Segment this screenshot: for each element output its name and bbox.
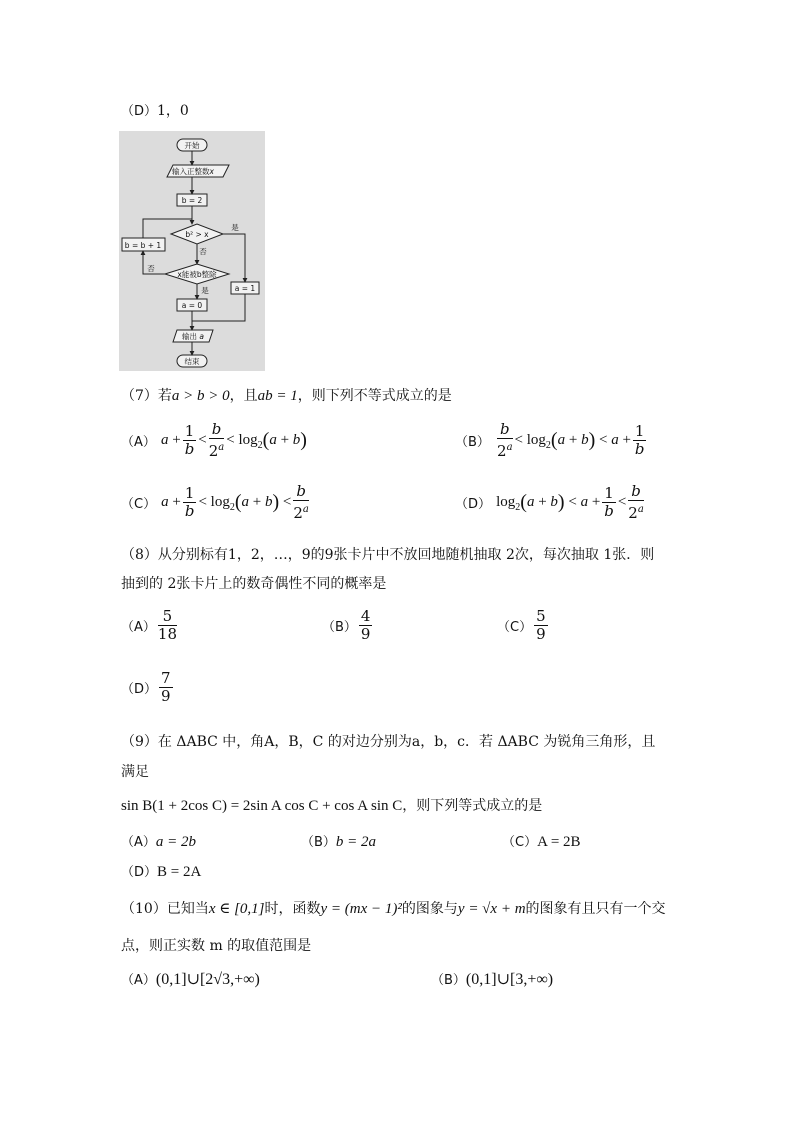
option-label: （A） bbox=[121, 435, 156, 450]
q7-option-a: （A） a + $\frac{1}{b}$ < $\frac{b}{2^a}$ < $\log_2(a + b)$ bbox=[121, 420, 307, 460]
q10-domain: x ∈ [0,1] bbox=[208, 901, 265, 917]
q10-mid1: 时，函数 bbox=[264, 901, 321, 917]
option-label: （B） bbox=[455, 435, 490, 450]
q8-option-c bbox=[497, 608, 550, 643]
flow-input-text: 输入正整数x bbox=[172, 167, 214, 176]
flow-a1-text: a = 1 bbox=[234, 284, 256, 293]
option-text: B = 2A bbox=[157, 864, 202, 880]
q9-line2: 满足 bbox=[121, 764, 149, 780]
q10-option-a bbox=[121, 969, 260, 989]
q8-line1: （8）从分别标有1，2，…，9的9张卡片中不放回地随机抽取 2次，每次抽取 1张．则 bbox=[121, 547, 655, 563]
option-text: 1，0 bbox=[157, 103, 189, 119]
q10-line2: 点，则正实数 m 的取值范围是 bbox=[121, 938, 312, 954]
flow-init-text: b = 2 bbox=[181, 196, 203, 205]
option-text: a = 2b bbox=[155, 834, 197, 850]
q7-stem bbox=[121, 385, 452, 405]
option-text: A = 2B bbox=[537, 834, 581, 850]
denominator: 9 bbox=[161, 687, 171, 705]
q8-line2: 抽到的 2张卡片上的数奇偶性不同的概率是 bbox=[121, 576, 387, 592]
q10-mid2: 的图象与 bbox=[401, 901, 458, 917]
option-label: （C） bbox=[497, 620, 533, 635]
option-label: （C） bbox=[502, 835, 538, 850]
q7-cond2: ab = 1 bbox=[257, 388, 298, 404]
flow-inc-text: b = b + 1 bbox=[124, 241, 162, 250]
q7-option-b: （B） $\frac{b}{2^a}$ < $\log_2(a + b) < a$ + $\frac{1}{b}$ bbox=[455, 420, 645, 460]
q10-line1 bbox=[121, 898, 666, 918]
option-label: （D） bbox=[121, 865, 158, 880]
flow-output-text: 输出 a bbox=[182, 332, 204, 341]
numerator: 5 bbox=[158, 608, 177, 626]
q9-option-b bbox=[301, 831, 376, 851]
q7-stem-pre: 若 bbox=[157, 388, 172, 404]
prev-option-d bbox=[121, 102, 189, 121]
flow-no-label-1: 否 bbox=[199, 247, 207, 256]
flow-end-text: 结束 bbox=[184, 357, 200, 366]
option-label: （A） bbox=[121, 620, 156, 635]
option-label: （A） bbox=[121, 973, 156, 988]
q9-line1: （9）在 ΔABC 中，角A，B，C 的对边分别为a，b，c．若 ΔABC 为锐角三角形，且 bbox=[121, 734, 656, 750]
q9-option-d bbox=[121, 861, 201, 881]
denominator: 9 bbox=[360, 625, 371, 643]
option-text: (0,1]∪[3,+∞) bbox=[465, 971, 554, 988]
q10-func1: y = (mx − 1)² bbox=[320, 901, 402, 917]
option-label: （B） bbox=[322, 620, 357, 635]
q8-option-a bbox=[121, 608, 179, 643]
numerator: 7 bbox=[161, 669, 171, 687]
q10-post: 的图象有且只有一个交 bbox=[525, 901, 666, 917]
flow-a0-text: a = 0 bbox=[181, 301, 203, 310]
flow-yes-label-1: 是 bbox=[231, 223, 239, 232]
q10-func2: y = √x + m bbox=[457, 901, 526, 917]
denominator: 18 bbox=[157, 625, 177, 643]
option-label: （B） bbox=[431, 973, 466, 988]
q10-pre: （10）已知当 bbox=[121, 901, 209, 917]
flow-cond2-text: x能被b整除 bbox=[177, 270, 217, 279]
option-text: (0,1]∪[2√3,+∞) bbox=[155, 971, 260, 988]
flow-yes-label-2: 是 bbox=[201, 286, 209, 295]
q9-option-a bbox=[121, 831, 196, 851]
q7-stem-post: ，则下列不等式成立的是 bbox=[297, 388, 452, 404]
option-text: b = 2a bbox=[335, 834, 377, 850]
q9-eq-post: ，则下列等式成立的是 bbox=[402, 798, 543, 814]
q8-option-d bbox=[121, 670, 175, 705]
q9-option-c bbox=[502, 831, 581, 851]
q10-option-b bbox=[431, 969, 553, 989]
q9-equation-line bbox=[121, 795, 542, 815]
q7-stem-mid: ，且 bbox=[229, 388, 258, 404]
q7-option-d: （D） $\log_2(a + b) < a$ + $\frac{1}{b}$ < $\frac{b}{2^a}$ bbox=[455, 482, 644, 522]
flow-no-label-2: 否 bbox=[147, 264, 155, 273]
q8-option-b bbox=[322, 608, 374, 643]
option-label: （D） bbox=[121, 682, 158, 697]
q7-option-c: （C） a + $\frac{1}{b}$ < $\log_2(a + b)$ < $\frac{b}{2^a}$ bbox=[121, 482, 309, 522]
flow-start-text: 开始 bbox=[184, 141, 200, 150]
q9-equation: sin B(1 + 2cos C) = 2sin A cos C + cos A sin C bbox=[121, 798, 403, 814]
numerator: 4 bbox=[360, 607, 371, 625]
option-label: （D） bbox=[121, 104, 158, 119]
q7-num: （7） bbox=[121, 388, 158, 404]
option-label: （C） bbox=[121, 497, 157, 512]
q7-cond1: a > b > 0 bbox=[171, 388, 230, 404]
denominator: 9 bbox=[536, 625, 546, 643]
option-label: （B） bbox=[301, 835, 336, 850]
flow-cond1-text: b² > x bbox=[185, 230, 209, 239]
numerator: 5 bbox=[536, 607, 546, 625]
option-label: （D） bbox=[455, 497, 492, 512]
option-label: （A） bbox=[121, 835, 156, 850]
flowchart bbox=[119, 131, 265, 371]
